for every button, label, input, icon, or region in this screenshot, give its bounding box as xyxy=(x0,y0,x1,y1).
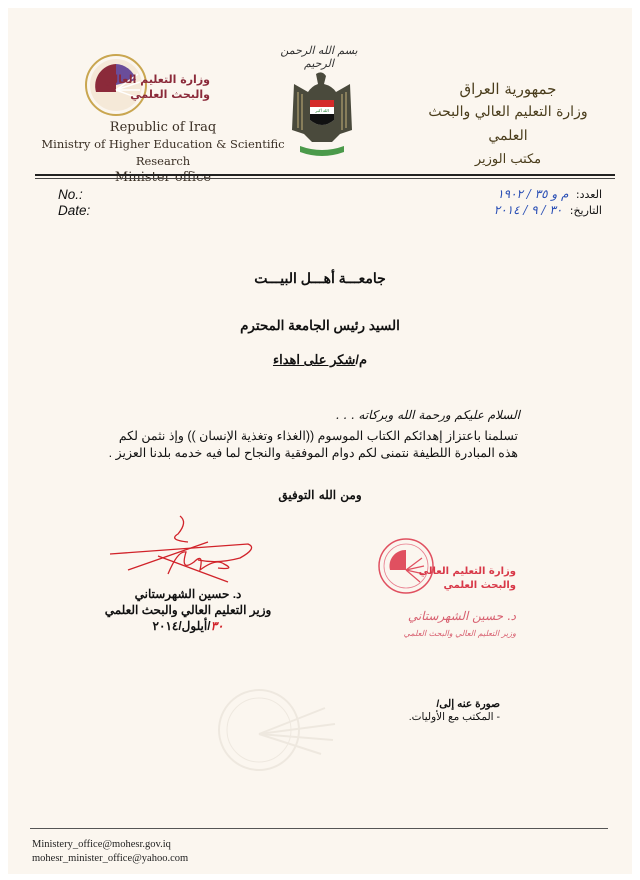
english-header xyxy=(28,120,298,186)
greeting: السلام عليكم ورحمة الله وبركاته . . . xyxy=(335,408,520,422)
cc-heading: صورة عنه إلى/ xyxy=(436,698,500,710)
footer-divider xyxy=(30,828,608,829)
closing: ومن الله التوفيق xyxy=(278,488,362,502)
body-line-1: تسلمنا باعتزاز إهدائكم الكتاب الموسوم ((الغذاء وتغذية الإنسان )) وإذ نثمن لكم xyxy=(118,429,518,443)
recipient-title: السيد رئيس الجامعة المحترم xyxy=(240,318,400,333)
arabic-number-label: العدد: xyxy=(575,188,602,201)
header-ministry: Ministry of Higher Education & Scientific Research xyxy=(41,137,285,168)
footer-email-1[interactable]: Ministery_office@mohesr.gov.iq xyxy=(32,839,171,850)
subject-prefix: م/ xyxy=(355,352,368,367)
cc-item: - المكتب مع الأوليات. xyxy=(408,711,500,723)
signatory-position: وزير التعليم العالي والبحث العلمي xyxy=(104,603,272,617)
logo-text-line2: والبحث العلمي xyxy=(130,88,210,101)
signature-date-day: ٣٠ xyxy=(210,619,224,633)
stamp-line2: والبحث العلمي xyxy=(443,580,516,591)
subject-text: شكر على اهداء xyxy=(272,352,356,367)
handwritten-signature xyxy=(108,512,258,587)
arabic-date xyxy=(494,203,602,217)
header-ar-office: مكتب الوزير xyxy=(474,152,542,167)
iraq-eagle-emblem xyxy=(286,70,358,160)
body-line-2: هذه المبادرة اللطيفة نتمنى لكم دوام الموفقية والنجاح لما فيه خدمه بلدنا العزيز . xyxy=(108,446,518,460)
date-label: Date: xyxy=(58,203,91,218)
carbon-copy xyxy=(409,698,500,724)
header-divider xyxy=(35,174,615,176)
signatory-name: د. حسين الشهرستاني xyxy=(134,587,242,601)
footer-contacts xyxy=(32,838,188,866)
logo-text-line1: وزارة التعليم العالي xyxy=(102,73,210,86)
subject xyxy=(8,352,632,368)
basmala: بسم الله الرحمن الرحيم xyxy=(280,44,358,70)
header-divider-thin xyxy=(35,178,615,179)
number-label: No.: xyxy=(58,187,83,202)
logo-text xyxy=(102,72,210,102)
emblem-banner-text: الله أكبر xyxy=(315,108,329,113)
stamp-line1: وزارة التعليم العالي xyxy=(418,566,516,577)
header-ar-republic: جمهورية العراق xyxy=(459,80,557,98)
recipient: جامعـــة أهـــل البيـــت xyxy=(254,270,386,286)
header-republic: Republic of Iraq xyxy=(109,120,217,135)
arabic-date-value: ٣٠ / ٩ / ٢٠١٤ xyxy=(493,203,563,217)
arabic-date-label: التاريخ: xyxy=(569,204,602,217)
body-text xyxy=(68,428,518,462)
header-ar-ministry: وزارة التعليم العالي والبحث العلمي xyxy=(428,104,588,144)
signature-block xyxy=(88,586,288,634)
footer-email-2[interactable]: mohesr_minister_office@yahoo.com xyxy=(32,853,189,864)
stamp-position: وزير التعليم العالي والبحث العلمي xyxy=(403,629,516,638)
arabic-number-value: م و ٣٥ / ١٩٠٢ xyxy=(497,187,569,201)
signature-date xyxy=(88,618,288,634)
stamp-name: د. حسين الشهرستاني xyxy=(407,609,516,623)
embossed-seal xyxy=(215,678,355,778)
signature-date-rest: /أيلول/٢٠١٤ xyxy=(152,619,211,633)
arabic-header xyxy=(408,78,608,172)
arabic-number xyxy=(497,187,602,201)
official-stamp xyxy=(376,534,556,654)
letter-page xyxy=(8,8,632,874)
